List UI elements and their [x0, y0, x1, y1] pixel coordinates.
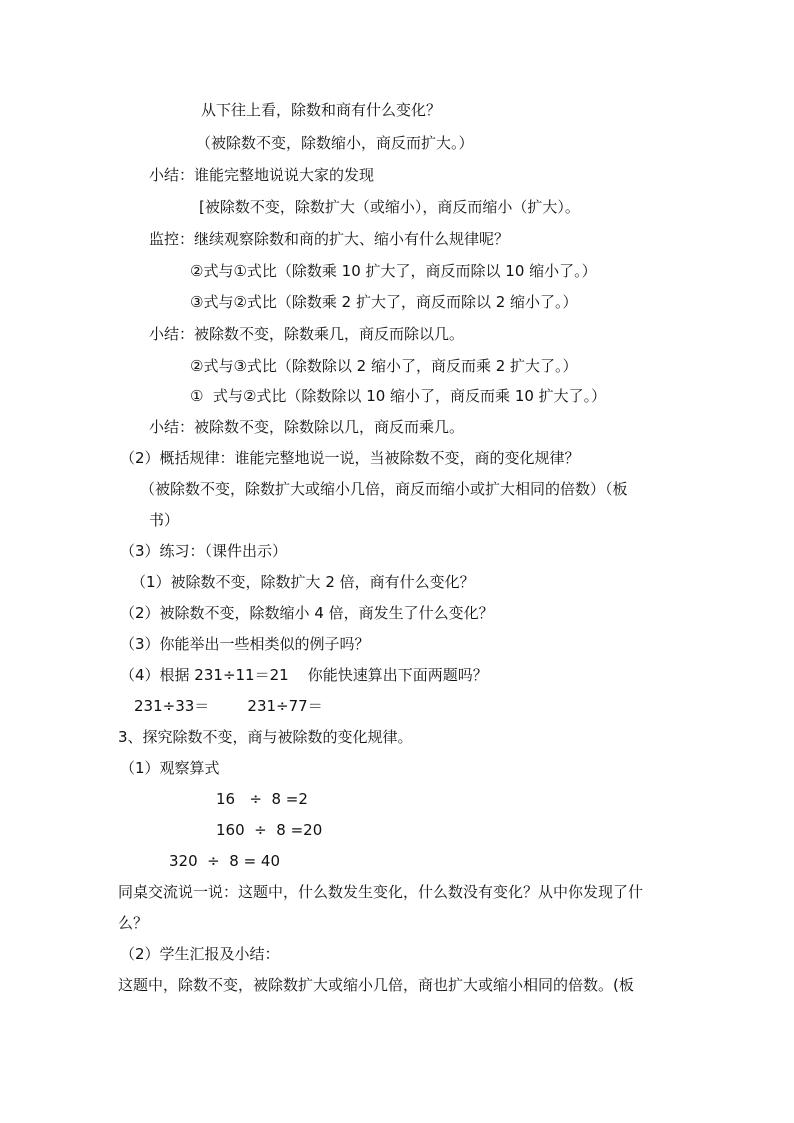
- text-line: 书）: [149, 511, 180, 529]
- text-line: 231÷33＝ 231÷77＝: [134, 697, 323, 715]
- equation: 160 ÷ 8 =20: [216, 821, 323, 839]
- text-line: （2）被除数不变，除数缩小 4 倍，商发生了什么变化？: [120, 604, 494, 622]
- text-line: ②式与①式比（除数乘 10 扩大了，商反而除以 10 缩小了。）: [190, 262, 597, 280]
- text-line: （3）练习：（课件出示）: [120, 542, 288, 560]
- equation: 320 ÷ 8 = 40: [169, 852, 281, 870]
- text-line: 小结：被除数不变，除数乘几，商反而除以几。: [149, 325, 465, 343]
- text-line: （1）观察算式: [120, 759, 220, 777]
- text-line: 小结：谁能完整地说说大家的发现: [149, 166, 375, 184]
- text-line: 3、探究除数不变，商与被除数的变化规律。: [118, 728, 413, 746]
- text-line: （2）概括规律：谁能完整地说一说，当被除数不变，商的变化规律？: [120, 449, 580, 467]
- text-line: （被除数不变，除数扩大或缩小几倍，商反而缩小或扩大相同的倍数）（板: [140, 480, 628, 498]
- text-line: [被除数不变，除数扩大（或缩小），商反而缩小（扩大）。: [199, 198, 580, 216]
- text-line: （被除数不变，除数缩小，商反而扩大。）: [196, 134, 474, 152]
- text-line: ① 式与②式比（除数除以 10 缩小了，商反而乘 10 扩大了。）: [190, 387, 607, 405]
- text-line: （3）你能举出一些相类似的例子吗？: [120, 635, 370, 653]
- text-line: 监控：继续观察除数和商的扩大、缩小有什么规律呢？: [149, 230, 510, 248]
- text-line: 从下往上看，除数和商有什么变化？: [201, 101, 442, 119]
- text-line: 同桌交流说一说：这题中，什么数发生变化，什么数没有变化？从中你发现了什: [118, 883, 644, 901]
- text-line: （4）根据 231÷11＝21 你能快速算出下面两题吗？: [120, 666, 488, 684]
- text-line: ②式与③式比（除数除以 2 缩小了，商反而乘 2 扩大了。）: [190, 357, 578, 375]
- text-line: 这题中，除数不变，被除数扩大或缩小几倍，商也扩大或缩小相同的倍数。(板: [118, 976, 634, 994]
- text-line: 么？: [118, 914, 149, 932]
- text-line: （2）学生汇报及小结：: [120, 945, 280, 963]
- equation: 16 ÷ 8 =2: [216, 790, 308, 808]
- text-line: ③式与②式比（除数乘 2 扩大了，商反而除以 2 缩小了。）: [190, 293, 578, 311]
- text-line: （1）被除数不变，除数扩大 2 倍，商有什么变化？: [131, 573, 475, 591]
- text-line: 小结：被除数不变，除数除以几，商反而乘几。: [149, 418, 465, 436]
